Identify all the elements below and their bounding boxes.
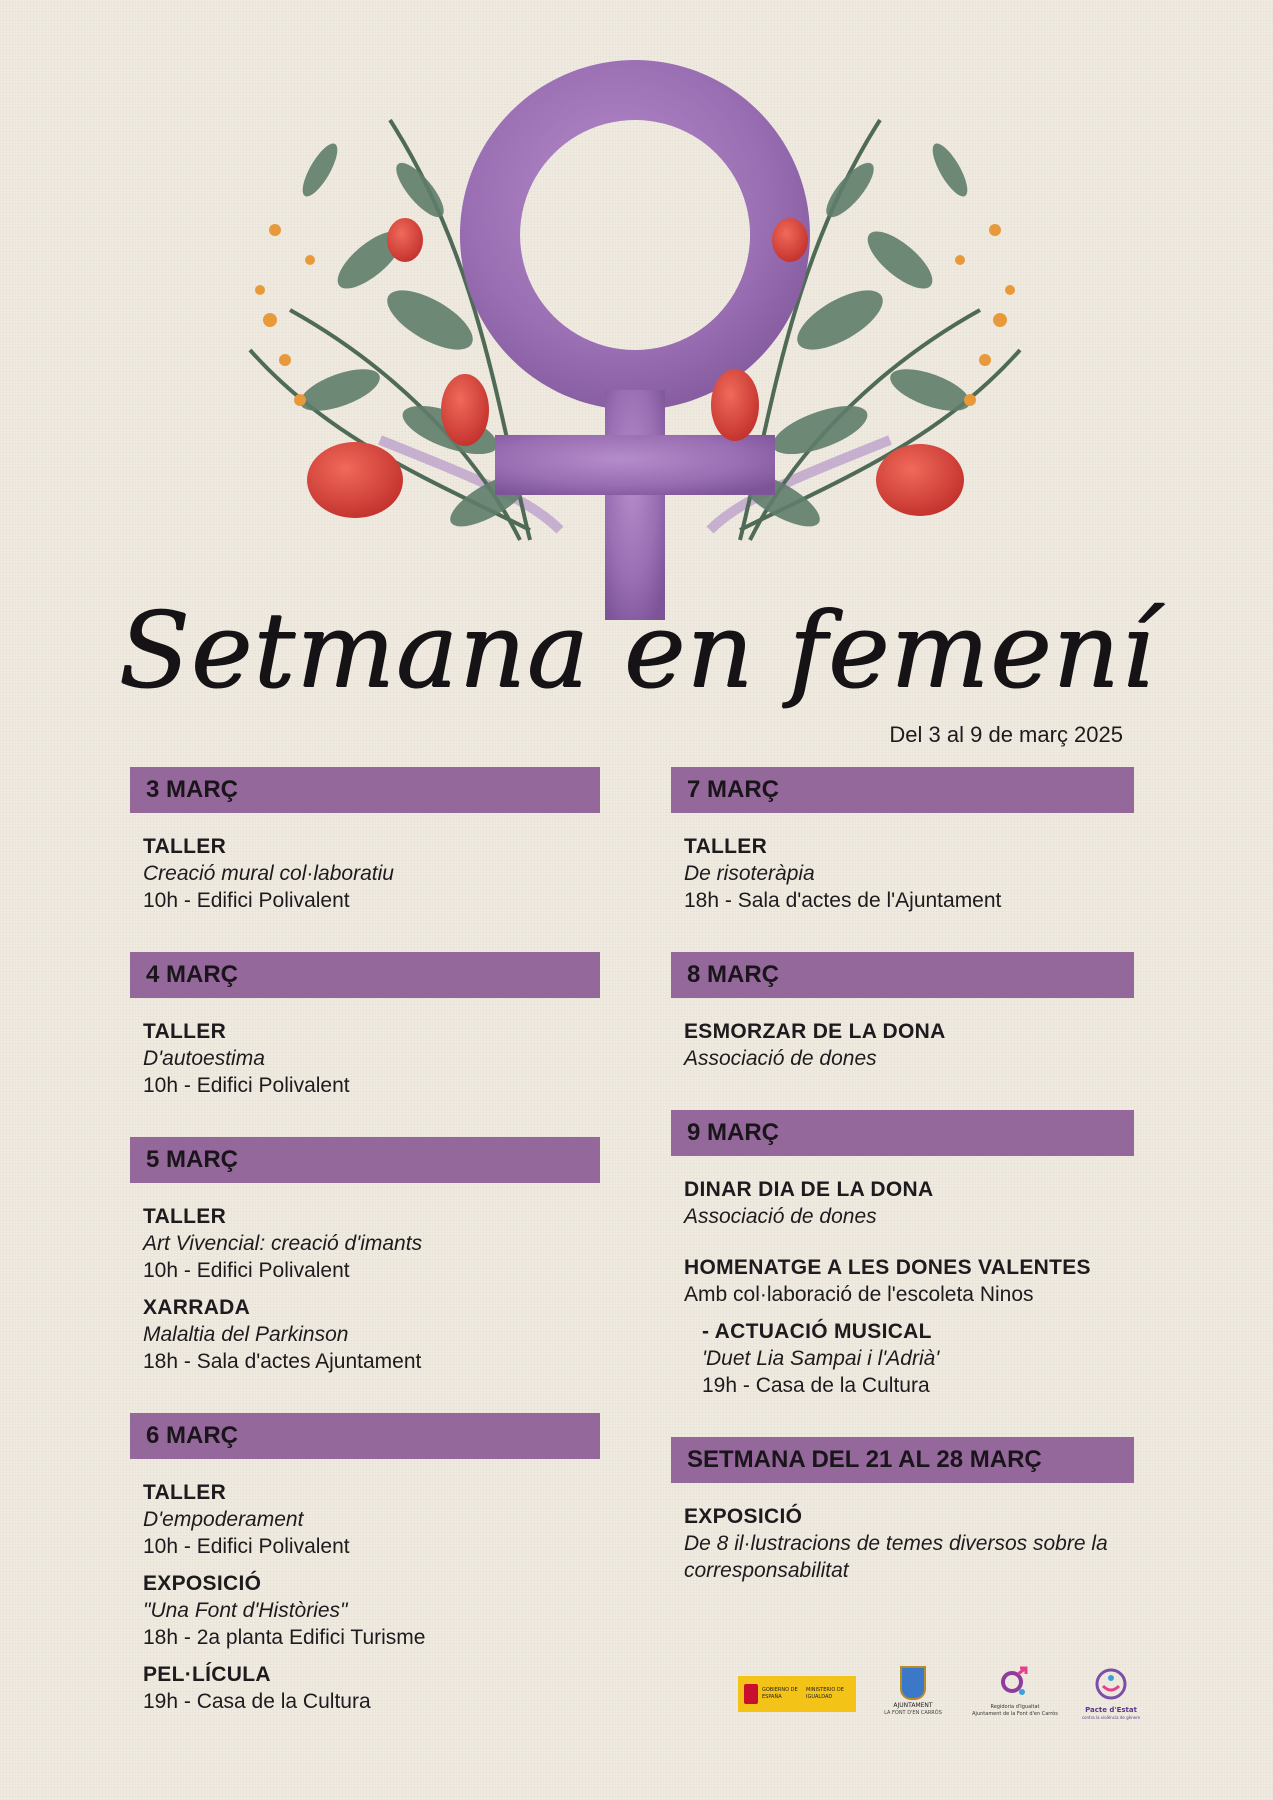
event-item	[143, 833, 600, 914]
event-item	[684, 833, 1134, 914]
date-range: Del 3 al 9 de març 2025	[889, 722, 1123, 747]
event-type: PEL·LÍCULA	[143, 1663, 271, 1686]
day-block-8-marc	[671, 952, 1134, 1072]
day-header: 8 MARÇ	[671, 952, 1134, 998]
event-list	[671, 1156, 1134, 1399]
event-item	[684, 1176, 1134, 1230]
event-list	[671, 1483, 1134, 1584]
event-item	[143, 1203, 600, 1284]
regidoria-subtext: Ajuntament de la Font d'en Carròs	[972, 1711, 1058, 1717]
day-header: SETMANA DEL 21 AL 28 MARÇ	[671, 1437, 1134, 1483]
day-header: 3 MARÇ	[130, 767, 600, 813]
event-subtitle: De risoteràpia	[684, 862, 815, 885]
sponsor-logos	[738, 1666, 1148, 1726]
day-block-9-marc	[671, 1110, 1134, 1399]
event-detail: 18h - Sala d'actes Ajuntament	[143, 1350, 422, 1373]
event-detail: 19h - Casa de la Cultura	[702, 1374, 930, 1397]
ajuntament-text: AJUNTAMENT	[893, 1702, 933, 1709]
event-subtitle: D'autoestima	[143, 1047, 265, 1070]
day-block-3-marc	[130, 767, 600, 914]
pacte-subtext: contra la violència de gènere	[1081, 1715, 1141, 1720]
coat-of-arms-icon	[744, 1684, 758, 1704]
event-subtitle: Art Vivencial: creació d'imants	[143, 1232, 423, 1255]
event-detail: 19h - Casa de la Cultura	[143, 1690, 371, 1713]
event-type: EXPOSICIÓ	[143, 1572, 262, 1595]
event-detail: Amb col·laboració de l'escoleta Ninos	[684, 1283, 1034, 1306]
event-detail: 18h - 2a planta Edifici Turisme	[143, 1626, 426, 1649]
event-detail: 10h - Edifici Polivalent	[143, 1074, 350, 1097]
event-detail: 10h - Edifici Polivalent	[143, 1535, 350, 1558]
gender-equality-icon	[1000, 1666, 1030, 1700]
event-subtitle: Associació de dones	[684, 1047, 877, 1070]
ministerio-text: MINISTERIO DE IGUALDAD	[806, 1687, 844, 1700]
event-item	[143, 1294, 600, 1375]
event-subtitle: D'empoderament	[143, 1508, 304, 1531]
event-detail: 10h - Edifici Polivalent	[143, 1259, 350, 1282]
event-subtitle: "Una Font d'Històries"	[143, 1599, 348, 1622]
regidoria-text: Regidoria d'Igualtat	[990, 1704, 1040, 1710]
poster-title: Setmana en femení	[118, 589, 1155, 711]
day-block-setmana-del-21-al-28-marc	[671, 1437, 1134, 1584]
day-block-5-marc	[130, 1137, 600, 1375]
schedule-left-column	[130, 767, 600, 1753]
event-item	[143, 1018, 600, 1099]
regidoria-igualtat-logo	[960, 1666, 1070, 1718]
event-type: TALLER	[143, 1481, 227, 1504]
ajuntament-subtext: LA FONT D'EN CARRÒS	[884, 1710, 942, 1716]
event-type: DINAR DIA DE LA DONA	[684, 1178, 934, 1201]
event-type: TALLER	[143, 1205, 227, 1228]
event-detail: 10h - Edifici Polivalent	[143, 889, 350, 912]
event-item	[143, 1661, 600, 1715]
event-item	[143, 1479, 600, 1560]
day-header: 7 MARÇ	[671, 767, 1134, 813]
event-item	[684, 1018, 1134, 1072]
event-detail: 18h - Sala d'actes de l'Ajuntament	[684, 889, 1002, 912]
ajuntament-logo	[873, 1666, 953, 1717]
day-header: 4 MARÇ	[130, 952, 600, 998]
event-subtitle: Malaltia del Parkinson	[143, 1323, 349, 1346]
event-item	[684, 1318, 1134, 1399]
event-subtitle: Creació mural col·laboratiu	[143, 862, 394, 885]
shield-icon	[900, 1666, 926, 1700]
event-type: TALLER	[143, 835, 227, 858]
day-header: 6 MARÇ	[130, 1413, 600, 1459]
event-list	[130, 1459, 600, 1715]
day-header: 9 MARÇ	[671, 1110, 1134, 1156]
event-item	[143, 1570, 600, 1651]
event-type: EXPOSICIÓ	[684, 1505, 803, 1528]
event-type: ESMORZAR DE LA DONA	[684, 1020, 946, 1043]
gobierno-espana-logo	[738, 1676, 856, 1712]
event-list	[130, 1183, 600, 1375]
event-list	[130, 998, 600, 1099]
event-list	[671, 813, 1134, 914]
day-header: 5 MARÇ	[130, 1137, 600, 1183]
event-type: - ACTUACIÓ MUSICAL	[702, 1320, 932, 1343]
event-subtitle: Associació de dones	[684, 1205, 877, 1228]
event-item	[684, 1503, 1134, 1584]
event-type: HOMENATGE A LES DONES VALENTES	[684, 1256, 1091, 1279]
event-type: TALLER	[684, 835, 768, 858]
female-symbol-floral-illustration	[230, 60, 1040, 650]
day-block-6-marc	[130, 1413, 600, 1715]
day-block-7-marc	[671, 767, 1134, 914]
event-list	[130, 813, 600, 914]
day-block-4-marc	[130, 952, 600, 1099]
gobierno-text: GOBIERNO DE ESPAÑA	[762, 1687, 798, 1700]
event-type: TALLER	[143, 1020, 227, 1043]
pacte-text: Pacte d'Estat	[1085, 1706, 1137, 1714]
event-list	[671, 998, 1134, 1072]
pacte-estat-logo	[1074, 1666, 1148, 1721]
event-subtitle: 'Duet Lia Sampai i l'Adrià'	[702, 1347, 940, 1370]
event-subtitle: De 8 il·lustracions de temes diversos sobre la corresponsabilitat	[684, 1532, 1108, 1582]
schedule-right-column	[671, 767, 1134, 1622]
event-item	[684, 1254, 1134, 1308]
pacte-estat-icon	[1091, 1666, 1131, 1702]
event-type: XARRADA	[143, 1296, 251, 1319]
